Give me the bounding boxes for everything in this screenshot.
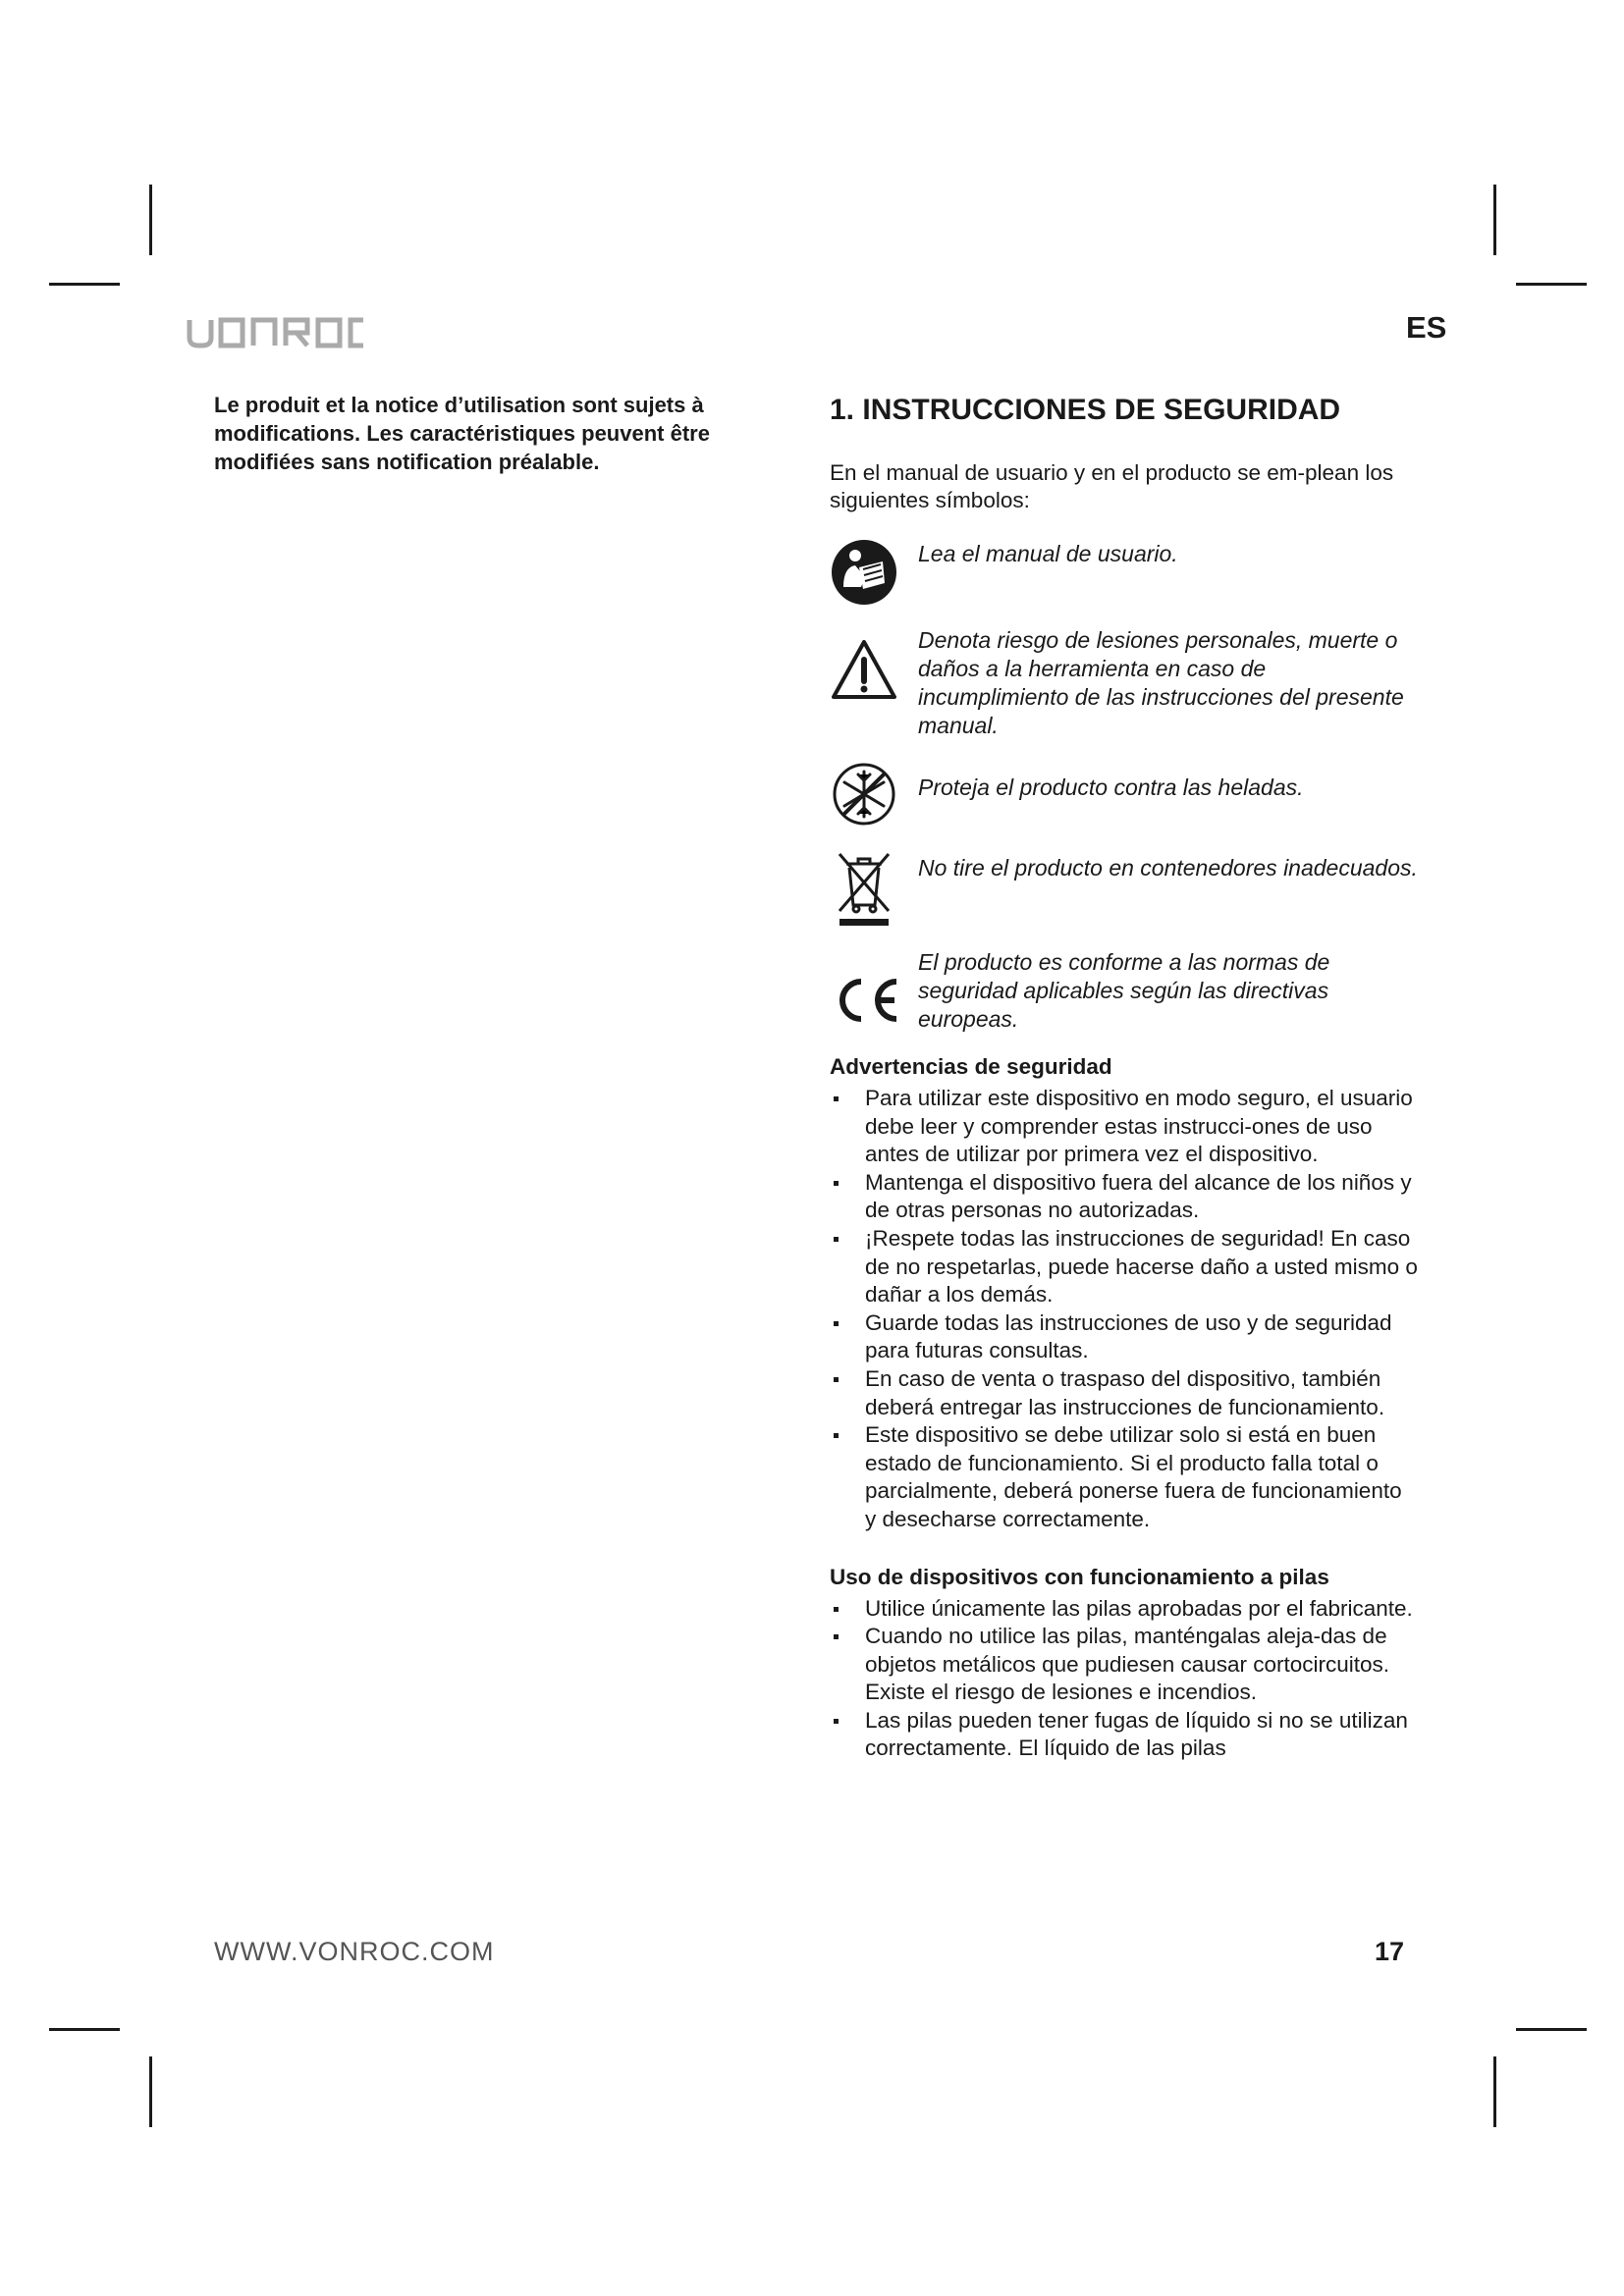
safety-warnings-list — [830, 1085, 1419, 1534]
list-item: Para utilizar este dispositivo en modo seguro, el usuario debe leer y comprender estas instrucci-ones de uso antes de utilizar por primera vez el dispositivo. — [830, 1085, 1419, 1169]
section-title: 1. INSTRUCCIONES DE SEGURIDAD — [830, 394, 1341, 426]
crossed-bin-icon — [830, 848, 918, 929]
vonroc-logo — [187, 316, 363, 354]
battery-use-heading: Uso de dispositivos con funcionamiento a pilas — [830, 1564, 1329, 1589]
symbol-description: Proteja el producto contra las heladas. — [918, 774, 1304, 800]
safety-warnings-heading: Advertencias de seguridad — [830, 1054, 1112, 1079]
crop-mark-top-right-horizontal — [1516, 283, 1587, 286]
symbol-row — [830, 626, 1419, 740]
page-number: 17 — [1375, 1937, 1405, 1966]
list-item: Las pilas pueden tener fugas de líquido si no se utilizan correctamente. El líquido de las pilas — [830, 1707, 1419, 1763]
crop-mark-bottom-right-vertical — [1493, 2056, 1496, 2127]
list-item: ¡Respete todas las instrucciones de seguridad! En caso de no respetarlas, puede hacerse daño a usted mismo o dañar a los demás. — [830, 1225, 1419, 1309]
right-column — [830, 391, 1419, 1792]
crop-mark-top-left-horizontal — [49, 283, 120, 286]
language-code: ES — [1406, 310, 1447, 345]
section-intro: En el manual de usuario y en el producto se em-plean los siguientes símbolos: — [830, 460, 1394, 512]
list-item: Mantenga el dispositivo fuera del alcance de los niños y de otras personas no autorizadas. — [830, 1169, 1419, 1225]
symbol-description: No tire el producto en contenedores inadecuados. — [918, 855, 1418, 881]
symbol-row — [830, 538, 1419, 607]
footer-url: WWW.VONROC.COM — [214, 1937, 495, 1966]
list-item: Guarde todas las instrucciones de uso y de seguridad para futuras consultas. — [830, 1309, 1419, 1365]
symbol-description: Denota riesgo de lesiones personales, muerte o daños a la herramienta en caso de incumplimiento de las instrucciones del presente manual. — [918, 627, 1404, 738]
modification-notice: Le produit et la notice d’utilisation sont sujets à modifications. Les caractéristiques peuvent être modifiées sans notification préalable. — [214, 393, 710, 474]
list-item: En caso de venta o traspaso del dispositivo, también deberá entregar las instrucciones de funcionamiento. — [830, 1365, 1419, 1421]
symbol-list — [830, 538, 1419, 1034]
crop-mark-top-right-vertical — [1493, 185, 1496, 255]
ce-mark-icon — [830, 948, 918, 1025]
crop-mark-bottom-left-horizontal — [49, 2028, 120, 2031]
left-column — [214, 391, 774, 476]
crop-mark-bottom-left-vertical — [149, 2056, 152, 2127]
crop-mark-top-left-vertical — [149, 185, 152, 255]
read-manual-icon — [830, 538, 918, 607]
list-item: Utilice únicamente las pilas aprobadas por el fabricante. — [830, 1595, 1419, 1624]
warning-triangle-icon — [830, 626, 918, 701]
symbol-row — [830, 760, 1419, 828]
symbol-row — [830, 948, 1419, 1034]
list-item: Este dispositivo se debe utilizar solo si está en buen estado de funcionamiento. Si el producto falla total o parcialmente, deberá ponerse fuera de funcionamiento y desecharse correctamente. — [830, 1421, 1419, 1533]
symbol-row — [830, 848, 1419, 929]
battery-use-list — [830, 1595, 1419, 1764]
list-item: Cuando no utilice las pilas, manténgalas aleja-das de objetos metálicos que pudiesen causar cortocircuitos. Existe el riesgo de lesiones e incendios. — [830, 1623, 1419, 1707]
frost-protection-icon — [830, 760, 918, 828]
symbol-description: Lea el manual de usuario. — [918, 541, 1178, 566]
symbol-description: El producto es conforme a las normas de seguridad aplicables según las directivas europeas. — [918, 949, 1330, 1032]
crop-mark-bottom-right-horizontal — [1516, 2028, 1587, 2031]
